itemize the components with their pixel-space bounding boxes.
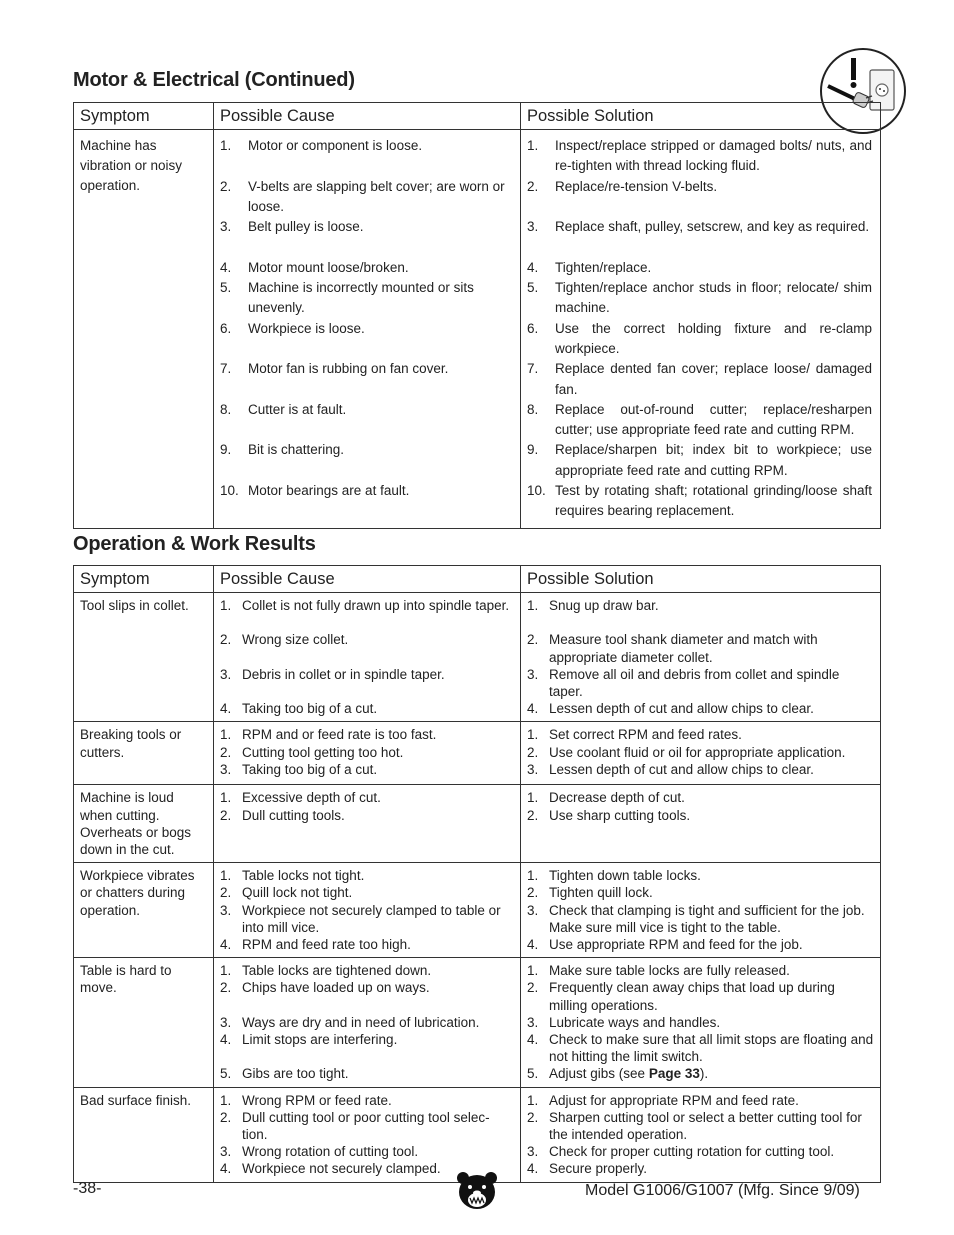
item-text: Check for proper cutting rotation for cutting tool. (549, 1144, 835, 1160)
item-number: 2. (220, 632, 232, 648)
list-item (220, 319, 512, 360)
item-text: Chips have loaded up on ways. (242, 980, 430, 996)
list-item (527, 359, 872, 400)
list-item (220, 1014, 514, 1031)
item-text: Lubricate ways and handles. (549, 1014, 721, 1030)
item-text: Quill lock not tight. (242, 885, 353, 901)
item-number: 3. (220, 1144, 232, 1160)
item-text: Measure tool shank diameter and match with appropriate diameter collet. (549, 632, 818, 665)
list-item (220, 481, 512, 522)
list-item (527, 744, 874, 761)
item-number: 3. (527, 1014, 539, 1030)
list-item (220, 744, 514, 761)
list-item (527, 884, 874, 901)
list-item (220, 217, 512, 258)
item-text: Tighten/replace. (555, 259, 652, 275)
item-number: 2. (220, 178, 232, 194)
list-item (220, 631, 514, 665)
symptom-cell: Machine is loud when cutting. Overheats or bogs down in the cut. (74, 785, 214, 863)
item-text: Test by rotating shaft; rotational grinding/loose shaft requires bearing replacement. (555, 483, 872, 519)
solution-cell (521, 1087, 881, 1182)
section-title-operation-work-results: Operation & Work Results (73, 533, 316, 555)
item-number: 4. (527, 1161, 539, 1177)
item-text: Set correct RPM and feed rates. (549, 727, 742, 743)
solution-cell (521, 785, 881, 863)
header-possible-cause: Possible Cause (214, 566, 521, 593)
item-number: 2. (220, 744, 232, 760)
list-item (220, 700, 514, 717)
item-number: 7. (220, 361, 232, 377)
item-number: 9. (220, 442, 232, 458)
symptom-cell: Bad surface finish. (74, 1087, 214, 1182)
item-text: Workpiece not securely clamped to table or into mill vice. (242, 902, 501, 935)
item-number: 4. (527, 1032, 539, 1048)
item-number: 4. (220, 1032, 232, 1048)
item-number: 1. (220, 790, 232, 806)
item-number: 1. (220, 727, 232, 743)
list-item (220, 807, 514, 824)
item-text: Frequently clean away chips that load up during milling operations. (549, 980, 835, 1013)
list-item (220, 1065, 514, 1082)
list-item (220, 136, 512, 177)
item-text: Taking too big of a cut. (242, 701, 378, 717)
item-text: Use sharp cutting tools. (549, 807, 691, 823)
item-text: RPM and feed rate too high. (242, 937, 411, 953)
list-item (527, 1065, 874, 1082)
table-row (74, 1087, 881, 1182)
page-number: -38- (73, 1180, 102, 1197)
item-number: 2. (220, 807, 232, 823)
item-number: 1. (220, 868, 232, 884)
item-text: Motor bearings are at fault. (248, 483, 410, 499)
item-text: Workpiece not securely clamped. (242, 1161, 441, 1177)
list-item (527, 440, 872, 481)
item-number: 3. (220, 666, 232, 682)
item-number: 1. (220, 963, 232, 979)
list-item (220, 440, 512, 481)
list-item (527, 1014, 874, 1031)
list-item (220, 177, 512, 218)
item-number: 1. (527, 963, 539, 979)
item-number: 4. (527, 701, 539, 717)
item-number: 3. (220, 902, 232, 918)
item-text: V-belts are slapping belt cover; are worn or loose. (248, 178, 505, 214)
item-text: Ways are dry and in need of lubrication. (242, 1014, 480, 1030)
list-item (527, 1160, 874, 1177)
cause-cell (214, 722, 521, 785)
item-number: 9. (527, 442, 539, 458)
list-item (220, 902, 514, 936)
list-item (527, 979, 874, 1013)
item-text: Replace out-of-round cutter; replace/resharpen cutter; use appropriate feed rate and cutting RPM. (555, 401, 872, 438)
list-item (220, 962, 514, 979)
item-number: 2. (220, 885, 232, 901)
item-text: Table locks not tight. (242, 868, 365, 884)
item-text: Motor or component is loose. (248, 138, 423, 153)
item-number: 3. (220, 761, 232, 777)
item-text: Motor fan is rubbing on fan cover. (248, 361, 449, 377)
item-text: Taking too big of a cut. (242, 761, 378, 777)
item-number: 3. (220, 1014, 232, 1030)
item-text: Tighten quill lock. (549, 885, 653, 901)
item-number: 3. (527, 1144, 539, 1160)
header-possible-solution: Possible Solution (521, 103, 881, 130)
item-text: Secure properly. (549, 1161, 648, 1177)
item-text: Use coolant fluid or oil for appropriate application. (549, 744, 846, 760)
cause-cell (214, 785, 521, 863)
header-possible-solution: Possible Solution (521, 566, 881, 593)
item-text: Check that clamping is tight and sufficient for the job. Make sure mill vice is tight to the table. (549, 902, 865, 935)
item-text: Limit stops are interfering. (242, 1032, 398, 1048)
item-text: Wrong rotation of cutting tool. (242, 1144, 419, 1160)
item-text: Replace/re-tension V-belts. (555, 178, 718, 194)
cause-cell (214, 130, 521, 529)
list-item (527, 1031, 874, 1065)
item-text: Snug up draw bar. (549, 598, 659, 613)
item-text: Remove all oil and debris from collet and spindle taper. (549, 666, 840, 699)
item-number: 6. (220, 320, 232, 336)
list-item (527, 700, 874, 717)
item-text: Decrease depth of cut. (549, 790, 685, 806)
item-number: 2. (527, 980, 539, 996)
item-number: 2. (220, 1109, 232, 1125)
item-number: 2. (527, 807, 539, 823)
list-item (220, 936, 514, 953)
bear-logo-icon (455, 1170, 499, 1212)
list-item (220, 979, 514, 1013)
item-text: Use appropriate RPM and feed for the job. (549, 937, 803, 953)
item-number: 1. (220, 1092, 232, 1108)
item-text: Excessive depth of cut. (242, 790, 381, 806)
item-text: Debris in collet or in spindle taper. (242, 666, 445, 682)
list-item (527, 962, 874, 979)
item-number: 4. (527, 937, 539, 953)
list-item (220, 666, 514, 700)
list-item (220, 789, 514, 806)
item-number: 3. (220, 219, 232, 235)
cause-cell (214, 1087, 521, 1182)
item-text: Tighten down table locks. (549, 868, 701, 884)
cause-cell (214, 593, 521, 722)
solution-cell (521, 130, 881, 529)
symptom-cell: Workpiece vibrates or chatters during operation. (74, 863, 214, 958)
table-row (74, 785, 881, 863)
symptom-cell: Breaking tools or cutters. (74, 722, 214, 785)
item-text: Adjust gibs (see Page 33). (549, 1066, 709, 1082)
item-number: 2. (527, 632, 539, 648)
list-item (527, 1092, 874, 1109)
item-text: Cutting tool getting too hot. (242, 744, 404, 760)
item-text: Make sure table locks are fully released. (549, 963, 790, 979)
item-text: Sharpen cutting tool or select a better cutting tool for the intended operation. (549, 1109, 862, 1143)
item-number: 8. (220, 401, 232, 417)
item-text: Inspect/replace stripped or damaged bolts/ nuts, and re-tighten with thread locking fluid. (555, 138, 872, 174)
list-item (220, 1109, 514, 1143)
list-item (220, 1031, 514, 1065)
item-text: Lessen depth of cut and allow chips to clear. (549, 701, 814, 717)
item-text: Cutter is at fault. (248, 401, 347, 417)
item-number: 4. (527, 259, 539, 275)
list-item (220, 597, 514, 631)
item-text: Dull cutting tools. (242, 807, 345, 823)
item-number: 1. (527, 868, 539, 884)
item-text: Belt pulley is loose. (248, 219, 364, 235)
item-text: Wrong RPM or feed rate. (242, 1092, 392, 1108)
list-item (527, 136, 872, 177)
list-item (527, 481, 872, 522)
list-item (220, 278, 512, 319)
item-number: 2. (527, 744, 539, 760)
list-item (220, 1143, 514, 1160)
item-number: 2. (527, 178, 539, 194)
header-possible-cause: Possible Cause (214, 103, 521, 130)
item-text: Gibs are too tight. (242, 1066, 349, 1082)
list-item (527, 258, 872, 278)
item-number: 5. (220, 1066, 232, 1082)
item-text: Bit is chattering. (248, 442, 345, 458)
table-row (74, 593, 881, 722)
list-item (527, 761, 874, 778)
table-row (74, 863, 881, 958)
list-item (527, 631, 874, 665)
list-item (527, 319, 872, 360)
symptom-cell: Tool slips in collet. (74, 593, 214, 722)
list-item (527, 1143, 874, 1160)
symptom-cell: Machine has vibration or noisy operation. (74, 130, 214, 529)
item-text: Check to make sure that all limit stops are floating and not hitting the limit switch. (549, 1032, 874, 1065)
list-item (220, 1092, 514, 1109)
header-symptom: Symptom (74, 566, 214, 593)
item-number: 8. (527, 401, 539, 417)
item-number: 3. (527, 761, 539, 777)
item-text: Collet is not fully drawn up into spindle taper. (242, 598, 510, 613)
list-item (220, 884, 514, 901)
item-text: Dull cutting tool or poor cutting tool selec- tion. (242, 1109, 490, 1143)
list-item (527, 726, 874, 743)
item-number: 5. (527, 280, 539, 296)
item-number: 4. (220, 259, 232, 275)
solution-cell (521, 722, 881, 785)
item-text: Replace/sharpen bit; index bit to workpiece; use appropriate feed rate and cutting RPM. (555, 442, 872, 478)
item-number: 4. (220, 701, 232, 717)
item-number: 1. (220, 598, 232, 613)
model-info: Model G1006/G1007 (Mfg. Since 9/09) (585, 1182, 860, 1199)
list-item (220, 867, 514, 884)
item-number: 3. (527, 902, 539, 918)
symptom-cell: Table is hard to move. (74, 958, 214, 1087)
list-item (527, 278, 872, 319)
item-number: 1. (527, 598, 539, 613)
motor-electrical-table (73, 102, 881, 529)
list-item (527, 400, 872, 441)
item-number: 10. (220, 483, 239, 499)
item-number: 2. (527, 1109, 539, 1125)
list-item (527, 597, 874, 631)
item-number: 7. (527, 361, 539, 377)
item-text: Tighten/replace anchor studs in floor; relocate/ shim machine. (555, 280, 872, 316)
header-symptom: Symptom (74, 103, 214, 130)
list-item (527, 1109, 874, 1143)
item-number: 3. (527, 219, 539, 235)
list-item (527, 902, 874, 936)
list-item (527, 177, 872, 218)
item-number: 4. (220, 1161, 232, 1177)
item-text: Table locks are tightened down. (242, 963, 432, 979)
item-number: 1. (527, 1092, 539, 1108)
item-number: 1. (527, 727, 539, 743)
item-text: Machine is incorrectly mounted or sits unevenly. (248, 280, 474, 316)
item-text: Wrong size collet. (242, 632, 349, 648)
table-row (74, 722, 881, 785)
list-item (527, 807, 874, 824)
item-number: 2. (527, 885, 539, 901)
table-row (74, 130, 881, 529)
list-item (220, 400, 512, 441)
cause-cell (214, 958, 521, 1087)
item-text: Replace shaft, pulley, setscrew, and key as required. (555, 219, 870, 235)
item-number: 3. (527, 666, 539, 682)
table-row (74, 958, 881, 1087)
item-number: 1. (220, 138, 232, 153)
item-text: Replace dented fan cover; replace loose/ damaged fan. (555, 361, 872, 397)
item-number: 5. (527, 1066, 539, 1082)
item-number: 4. (220, 937, 232, 953)
list-item (527, 217, 872, 258)
list-item (220, 258, 512, 278)
list-item (220, 726, 514, 743)
list-item (527, 666, 874, 700)
solution-cell (521, 593, 881, 722)
list-item (527, 789, 874, 806)
section-title-motor-electrical: Motor & Electrical (Continued) (73, 69, 355, 91)
item-text: RPM and or feed rate is too fast. (242, 727, 437, 743)
item-number: 6. (527, 320, 539, 336)
solution-cell (521, 863, 881, 958)
operation-results-table (73, 565, 881, 1183)
list-item (527, 936, 874, 953)
item-text: Motor mount loose/broken. (248, 259, 409, 275)
item-text: Adjust for appropriate RPM and feed rate. (549, 1092, 799, 1108)
item-text: Lessen depth of cut and allow chips to clear. (549, 761, 814, 777)
solution-cell (521, 958, 881, 1087)
item-number: 1. (527, 790, 539, 806)
item-number: 1. (527, 138, 539, 153)
item-text: Use the correct holding fixture and re-clamp workpiece. (555, 320, 872, 356)
list-item (527, 867, 874, 884)
item-number: 10. (527, 483, 546, 499)
item-text: Workpiece is loose. (248, 320, 365, 336)
cause-cell (214, 863, 521, 958)
item-number: 5. (220, 280, 232, 296)
list-item (220, 761, 514, 778)
list-item (220, 359, 512, 400)
item-number: 2. (220, 980, 232, 996)
